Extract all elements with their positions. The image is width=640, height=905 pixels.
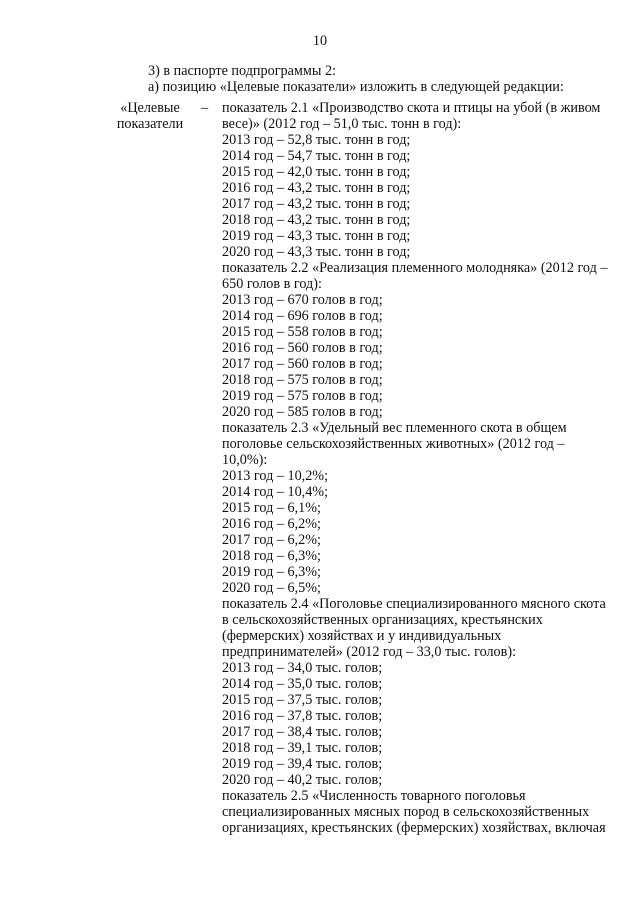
year-value-line: 2014 год – 35,0 тыс. голов; [222, 676, 383, 692]
year-value-line: 2019 год – 6,3%; [222, 564, 321, 580]
heading-line: 3) в паспорте подпрограммы 2: [148, 63, 336, 79]
indicators-body [222, 100, 608, 836]
year-value-line: 2016 год – 37,8 тыс. голов; [222, 708, 383, 724]
indicator-title-line: показатель 2.1 «Производство скота и птицы на убой (в живом [222, 100, 601, 116]
indicator-block [222, 100, 608, 260]
indicator-title-line: 650 голов в год): [222, 276, 322, 292]
year-value-line: 2014 год – 10,4%; [222, 484, 329, 500]
page-number: 10 [312, 33, 328, 49]
indicator-title-line: показатель 2.5 «Численность товарного поголовья [222, 788, 526, 804]
year-value-line: 2015 год – 37,5 тыс. голов; [222, 692, 383, 708]
indicator-title-line: показатель 2.3 «Удельный вес племенного скота в общем [222, 420, 567, 436]
year-value-line: 2017 год – 6,2%; [222, 532, 321, 548]
year-value-line: 2016 год – 560 голов в год; [222, 340, 383, 356]
year-value-line: 2017 год – 560 голов в год; [222, 356, 383, 372]
indicator-title-line: организациях, крестьянских (фермерских) хозяйствах, включая [222, 820, 606, 836]
indicator-title-line: 10,0%): [222, 452, 268, 468]
year-value-line: 2019 год – 39,4 тыс. голов; [222, 756, 383, 772]
year-value-line: 2020 год – 585 голов в год; [222, 404, 383, 420]
label-line: «Целевые [120, 100, 180, 116]
subheading-line: а) позицию «Целевые показатели» изложить в следующей редакции: [148, 79, 564, 95]
indicator-block [222, 596, 608, 788]
year-value-line: 2018 год – 39,1 тыс. голов; [222, 740, 383, 756]
year-value-line: 2020 год – 40,2 тыс. голов; [222, 772, 383, 788]
year-value-line: 2014 год – 696 голов в год; [222, 308, 383, 324]
year-value-line: 2013 год – 52,8 тыс. тонн в год; [222, 132, 411, 148]
year-value-line: 2013 год – 34,0 тыс. голов; [222, 660, 383, 676]
indicator-title-line: специализированных мясных пород в сельскохозяйственных [222, 804, 590, 820]
indicator-title-line: показатель 2.4 «Поголовье специализированного мясного скота [222, 596, 606, 612]
year-value-line: 2013 год – 670 голов в год; [222, 292, 383, 308]
indicator-block [222, 788, 608, 836]
year-value-line: 2014 год – 54,7 тыс. тонн в год; [222, 148, 411, 164]
year-value-line: 2015 год – 558 голов в год; [222, 324, 383, 340]
indicator-title-line: поголовье сельскохозяйственных животных» (2012 год – [222, 436, 565, 452]
indicator-title-line: (фермерских) хозяйствах и у индивидуальных [222, 628, 502, 644]
year-value-line: 2015 год – 6,1%; [222, 500, 321, 516]
year-value-line: 2018 год – 6,3%; [222, 548, 321, 564]
year-value-line: 2017 год – 43,2 тыс. тонн в год; [222, 196, 411, 212]
indicator-title-line: в сельскохозяйственных организациях, крестьянских [222, 612, 543, 628]
year-value-line: 2020 год – 6,5%; [222, 580, 321, 596]
year-value-line: 2018 год – 43,2 тыс. тонн в год; [222, 212, 411, 228]
indicator-block [222, 260, 608, 420]
year-value-line: 2019 год – 43,3 тыс. тонн в год; [222, 228, 411, 244]
indicator-title-line: показатель 2.2 «Реализация племенного молодняка» (2012 год – [222, 260, 608, 276]
dash-separator: – [201, 100, 209, 116]
indicator-title-line: весе)» (2012 год – 51,0 тыс. тонн в год): [222, 116, 462, 132]
year-value-line: 2015 год – 42,0 тыс. тонн в год; [222, 164, 411, 180]
year-value-line: 2017 год – 38,4 тыс. голов; [222, 724, 383, 740]
indicator-block [222, 420, 608, 596]
label-line: показатели [116, 116, 184, 132]
year-value-line: 2016 год – 6,2%; [222, 516, 321, 532]
target-indicators-label [100, 100, 200, 132]
year-value-line: 2016 год – 43,2 тыс. тонн в год; [222, 180, 411, 196]
year-value-line: 2018 год – 575 голов в год; [222, 372, 383, 388]
year-value-line: 2019 год – 575 голов в год; [222, 388, 383, 404]
year-value-line: 2013 год – 10,2%; [222, 468, 329, 484]
indicator-title-line: предпринимателей» (2012 год – 33,0 тыс. голов): [222, 644, 517, 660]
year-value-line: 2020 год – 43,3 тыс. тонн в год; [222, 244, 411, 260]
